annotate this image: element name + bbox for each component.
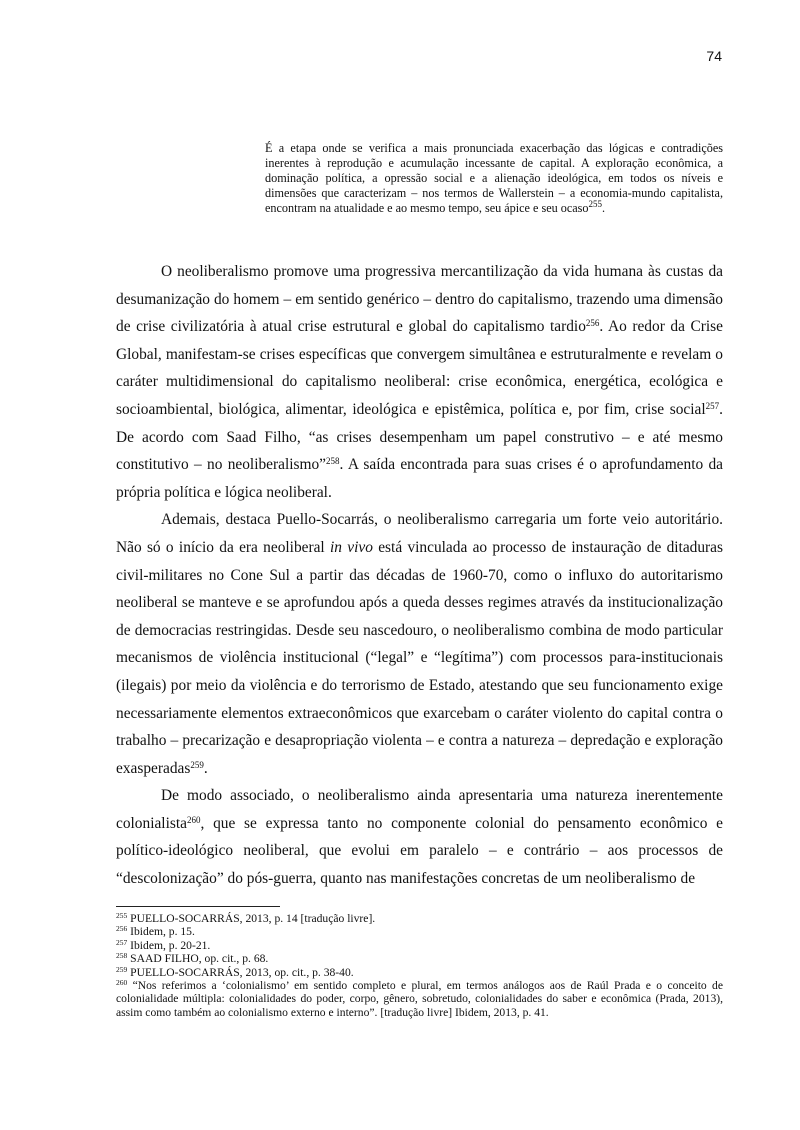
footnote-divider xyxy=(116,906,280,907)
text-run: Ademais, destaca Puello-Socarrás, o neoliberalismo carregaria um forte veio autoritário. Não só o início da era neoliberal xyxy=(116,511,723,556)
footnote-text: “Nos referimos a ‘colonialismo’ em sentido completo e plural, em termos análogos aos de Raúl Prada e o conceito de colonialidade múltipla: colonialidades do poder, corpo, gênero, sobretudo, colonialidades do saber e econômica (Prada, 2013), assim como também ao colonialismo externo e interno”. [tradução livre] Ibidem, 2013, p. 41. xyxy=(116,979,723,1019)
text-run: . xyxy=(203,759,208,777)
text-run: . De acordo com Saad Filho, “as crises desempenham um papel construtivo – e até mesmo constitutivo – no neoliberalismo” xyxy=(116,400,723,474)
footnote-ref: 257 xyxy=(705,400,720,411)
footnote-text: Ibidem, p. 20-21. xyxy=(127,938,211,952)
block-quote xyxy=(265,141,723,216)
block-quote-text: É a etapa onde se verifica a mais pronunciada exacerbação das lógicas e contradições inerentes à reprodução e acumulação incessante de capital. A exploração econômica, a dominação política, a opressão social e a alienação ideológica, em todos os níveis e dimensões que caracterizam – nos termos de Wallerstein – a economia-mundo capitalista, encontram na atualidade e ao mesmo tempo, seu ápice e seu ocaso xyxy=(265,141,723,215)
page-number: 74 xyxy=(706,48,722,64)
text-run: está vinculada ao processo de instauração de ditaduras civil-militares no Cone Sul a partir das décadas de 1960-70, como o influxo do autoritarismo neoliberal se manteve e se aprofundou após a queda desses regimes através da institucionalização de democracias restringidas. Desde seu nascedouro, o neoliberalismo combina de modo particular mecanismos de violência institucional (“legal” e “legítima”) com processos para-institucionais (ilegais) por meio da violência e do terrorismo de Estado, atestando que seu funcionamento exige necessariamente elementos extraeconômicos que exarcebam o caráter violento do capital contra o trabalho – precarização e desapropriação violenta – e contra a natureza – depredação e exploração exasperadas xyxy=(116,538,723,777)
text-run: De modo associado, o neoliberalismo ainda apresentaria uma natureza inerentemente colonialista xyxy=(116,787,723,832)
footnote-ref: 256 xyxy=(585,318,600,329)
footnote xyxy=(116,966,723,979)
text-run: . Ao redor da Crise Global, manifestam-se crises específicas que convergem simultânea e estruturalmente e revelam o caráter multidimensional do capitalismo neoliberal: crise econômica, energética, ecológica e socioambiental, biológica, alimentar, ideológica e epistêmica, política e, por fim, crise social xyxy=(116,318,723,418)
footnote-number: 256 xyxy=(116,924,128,934)
footnote xyxy=(116,925,723,938)
footnote-number: 255 xyxy=(116,911,128,920)
body-text xyxy=(116,258,723,893)
paragraph xyxy=(116,506,723,782)
footnote-ref: 258 xyxy=(326,456,340,467)
footnote-ref: 260 xyxy=(186,814,201,825)
footnote-text: SAAD FILHO, op. cit., p. 68. xyxy=(127,952,269,966)
footnote-ref: 255 xyxy=(588,199,603,209)
footnote-number: 260 xyxy=(116,978,128,988)
footnote xyxy=(116,979,723,1019)
footnote-number: 259 xyxy=(116,964,128,974)
footnote xyxy=(116,939,723,952)
paragraph xyxy=(116,782,723,892)
footnote-text: PUELLO-SOCARRÁS, 2013, op. cit., p. 38-40. xyxy=(127,965,354,979)
text-run: . A saída encontrada para suas crises é o aprofundamento da própria política e lógica neoliberal. xyxy=(116,456,724,501)
block-quote-end: . xyxy=(602,201,606,215)
paragraph xyxy=(116,258,723,506)
footnote xyxy=(116,912,723,925)
footnote-ref: 259 xyxy=(190,759,204,770)
text-run: , que se expressa tanto no componente colonial do pensamento econômico e político-ideológico neoliberal, que evolui em paralelo – e contrário – aos processos de “descolonização” do pós-guerra, quanto nas manifestações concretas de um neoliberalismo de xyxy=(116,814,723,888)
footnote-number: 257 xyxy=(116,937,128,947)
italic-text: in vivo xyxy=(330,538,373,556)
footnote xyxy=(116,952,723,965)
footnote-text: Ibidem, p. 15. xyxy=(127,925,195,939)
footnotes xyxy=(116,912,723,1019)
footnote-number: 258 xyxy=(116,951,128,961)
footnote-text: PUELLO-SOCARRÁS, 2013, p. 14 [tradução livre]. xyxy=(127,912,376,925)
text-run: O neoliberalismo promove uma progressiva mercantilização da vida humana às custas da desumanização do homem – em sentido genérico – dentro do capitalismo, trazendo uma dimensão de crise civilizatória à atual crise estrutural e global do capitalismo tardio xyxy=(116,263,723,336)
